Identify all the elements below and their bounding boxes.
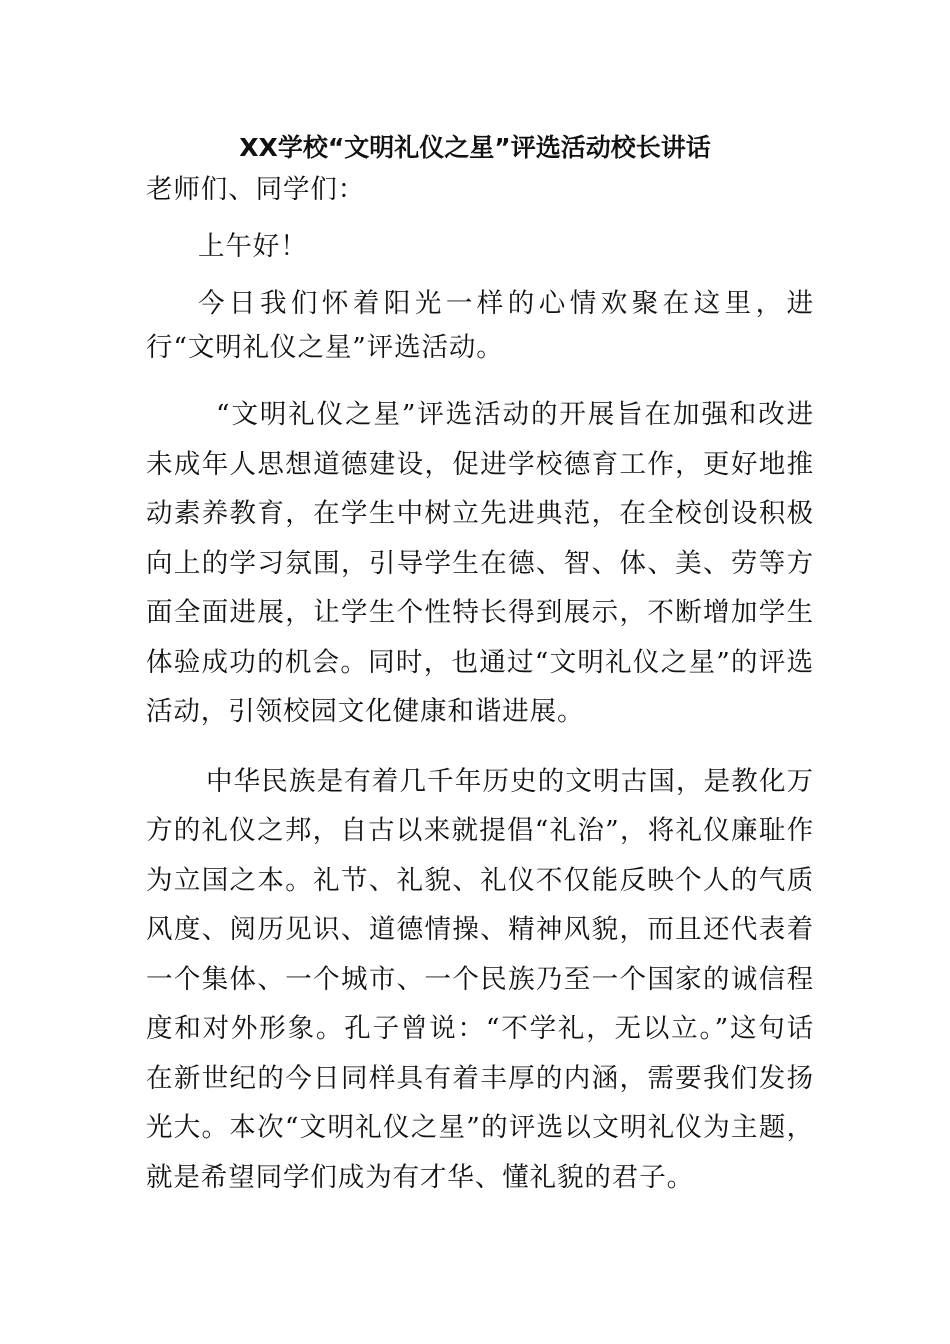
paragraph-etiquette-tradition: 中华民族是有着几千年历史的文明古国，是教化万方的礼仪之邦，自古以来就提倡“礼治”，将礼仪廉耻作为立国之本。礼节、礼貌、礼仪不仅能反映个人的气质风度、阅历见识、道德情操、精神风貌，而且还代表着一个集体、一个城市、一个民族乃至一个国家的诚信程度和对外形象。孔子曾说：“不学礼，无以立。”这句话在新世纪的今日同样具有着丰厚的内涵，需要我们发扬光大。本次“文明礼仪之星”的评选以文明礼仪为主题，就是希望同学们成为有才华、懂礼貌的君子。 bbox=[146, 765, 814, 1193]
salutation: 老师们、同学们： bbox=[146, 174, 366, 205]
paragraph-purpose: “文明礼仪之星”评选活动的开展旨在加强和改进未成年人思想道德建设，促进学校德育工作，更好地推动素养教育，在学生中树立先进典范，在全校创设积极向上的学习氛围，引导学生在德、智、体、美、劳等方面全面进展，让学生个性特长得到展示，不断增加学生体验成功的机会。同时，也通过“文明礼仪之星”的评选活动，引领校园文化健康和谐进展。 bbox=[146, 399, 814, 727]
paragraph-opening: 今日我们怀着阳光一样的心情欢聚在这里，进行“文明礼仪之星”评选活动。 bbox=[146, 288, 814, 363]
greeting: 上午好！ bbox=[198, 231, 308, 262]
document-body bbox=[146, 168, 814, 1202]
document-title: XX学校“文明礼仪之星”评选活动校长讲话 bbox=[239, 133, 711, 162]
